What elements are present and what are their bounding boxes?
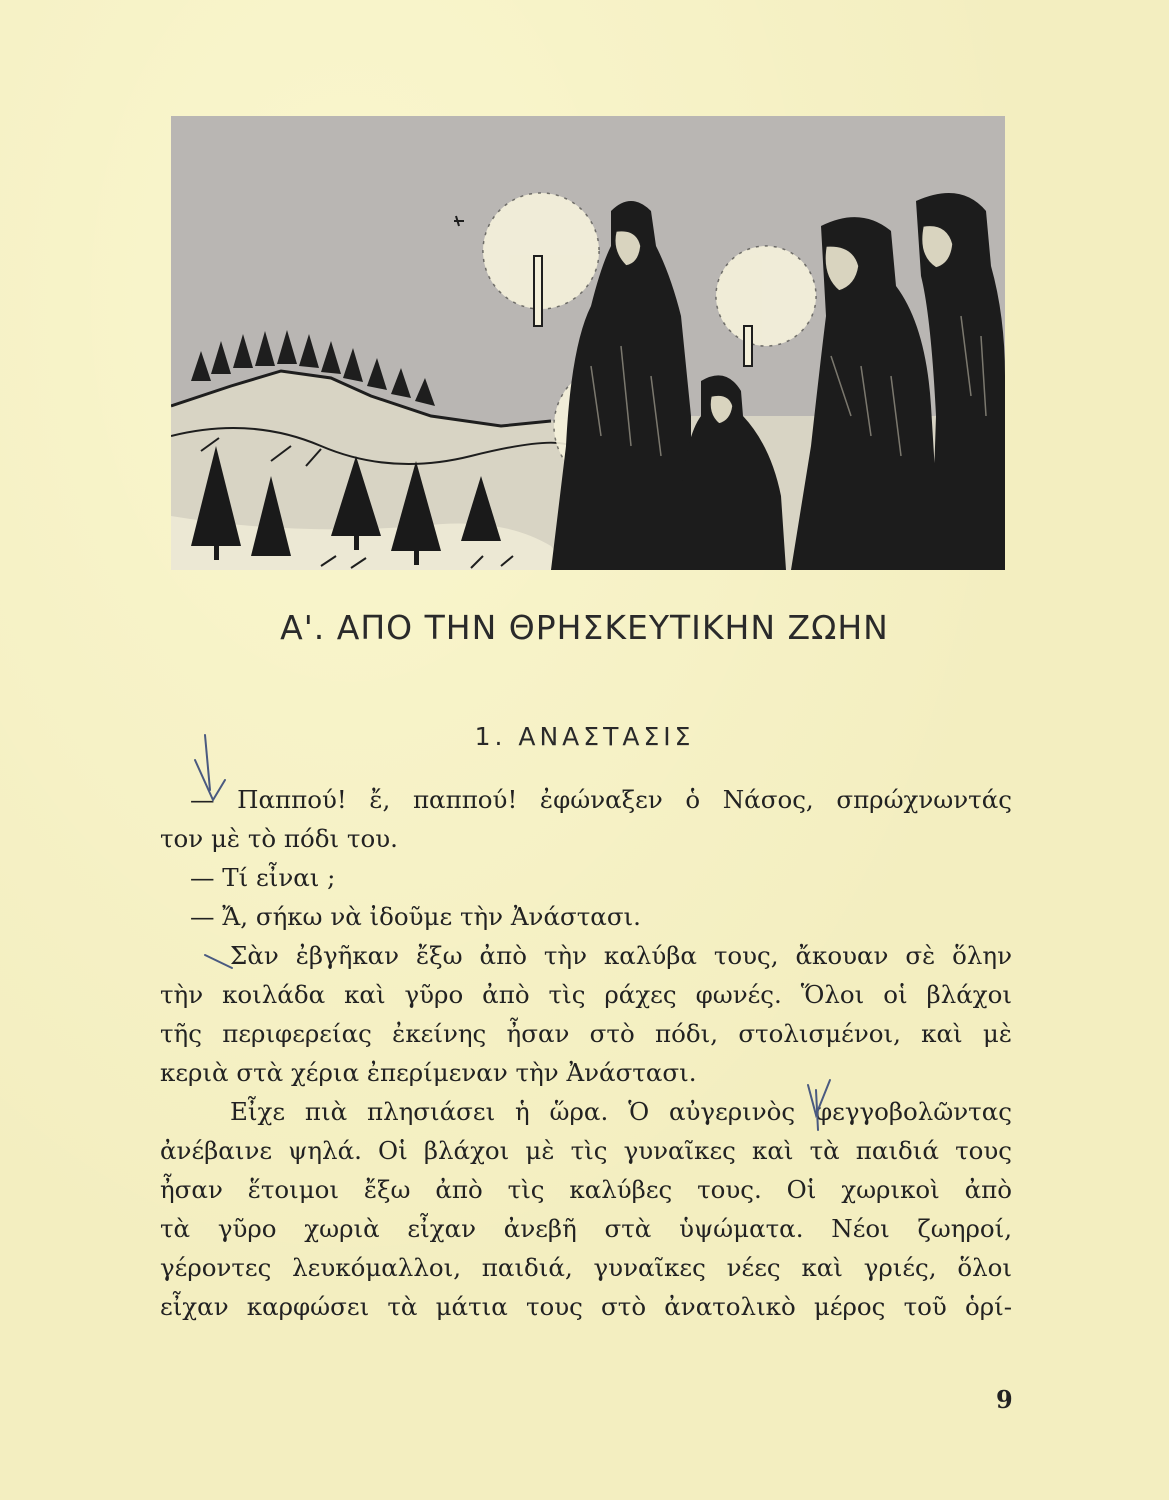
- text-line: — Ἄ, σήκω νὰ ἰδοῦμε τὴν Ἀνάστασι.: [190, 902, 641, 931]
- text-line: — Τί εἶναι ;: [190, 863, 336, 892]
- text-line: τὰ γῦρο χωριὰ εἶχαν ἀνεβῆ στὰ ὑψώματα. Νέοι ζωηροί,: [160, 1214, 1012, 1243]
- text-line: τον μὲ τὸ πόδι του.: [160, 824, 398, 853]
- page-number: 9: [996, 1385, 1013, 1414]
- woodcut-illustration: [171, 116, 1005, 570]
- chapter-body: [160, 780, 1012, 1326]
- text-line: Σὰν ἐβγῆκαν ἔξω ἀπὸ τὴν καλύβα τους, ἄκουαν σὲ ὅλην: [230, 941, 1012, 970]
- text-line: Εἶχε πιὰ πλησιάσει ἡ ὥρα. Ὁ αὐγερινὸς φεγγοβολῶντας: [230, 1097, 1012, 1126]
- text-line: τῆς περιφερείας ἐκείνης ἦσαν στὸ πόδι, στολισμένοι, καὶ μὲ: [160, 1019, 1012, 1048]
- text-line: ἦσαν ἕτοιμοι ἔξω ἀπὸ τὶς καλύβες τους. Οἱ χωρικοὶ ἀπὸ: [160, 1175, 1012, 1204]
- candle-vigil-illustration-icon: [171, 116, 1005, 570]
- text-line: γέροντες λευκόμαλλοι, παιδιά, γυναῖκες νέες καὶ γριές, ὅλοι: [160, 1253, 1012, 1282]
- text-line: εἶχαν καρφώσει τὰ μάτια τους στὸ ἀνατολικὸ μέρος τοῦ ὁρί-: [160, 1292, 1012, 1321]
- text-line: τὴν κοιλάδα καὶ γῦρο ἀπὸ τὶς ράχες φωνές. Ὅλοι οἱ βλάχοι: [160, 980, 1012, 1009]
- text-line: κεριὰ στὰ χέρια ἐπερίμεναν τὴν Ἀνάστασι.: [160, 1058, 697, 1087]
- section-heading: Α'. ΑΠΟ ΤΗΝ ΘΡΗΣΚΕΥΤΙΚΗΝ ΖΩΗΝ: [280, 608, 889, 647]
- text-line: ἀνέβαινε ψηλά. Οἱ βλάχοι μὲ τὶς γυναῖκες καὶ τὰ παιδιά τους: [160, 1136, 1012, 1165]
- chapter-heading: 1. ΑΝΑΣΤΑΣΙΣ: [474, 722, 695, 751]
- text-line: — Παππού! ἔ, παππού! ἐφώναξεν ὁ Νάσος, σπρώχνωντάς: [190, 785, 1012, 814]
